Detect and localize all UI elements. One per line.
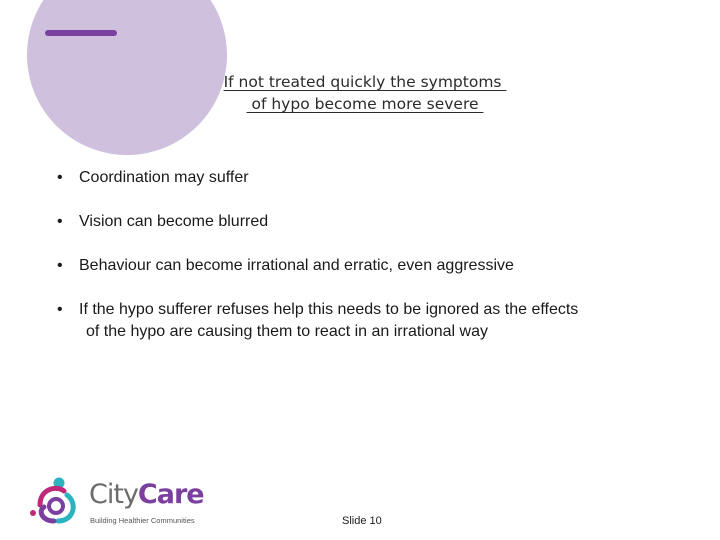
logo-tagline: Building Healthier Communities xyxy=(90,516,195,525)
bullet-item xyxy=(55,299,695,343)
bullet-item: • Behaviour can become irrational and erratic, even aggressive xyxy=(55,255,695,277)
citycare-logo-icon xyxy=(28,475,88,530)
title-line-2: of hypo become more severe xyxy=(246,95,484,113)
slide-number: Slide 10 xyxy=(342,515,382,527)
accent-bar xyxy=(45,30,117,36)
logo-name-suffix: Care xyxy=(137,479,204,510)
bullet-item: • Vision can become blurred xyxy=(55,211,695,233)
bullet-item: • Coordination may suffer xyxy=(55,167,695,189)
title-line-1: If not treated quickly the symptoms xyxy=(223,73,507,91)
bullet-list xyxy=(55,167,695,365)
bullet-item-line-2: of the hypo are causing them to react in an irrational way xyxy=(86,323,488,340)
logo-name-prefix: City xyxy=(89,479,138,510)
citycare-logo xyxy=(28,475,208,530)
bullet-item-line-1: If the hypo sufferer refuses help this needs to be ignored as the effects xyxy=(79,301,579,318)
logo-wordmark xyxy=(89,479,204,510)
slide-title xyxy=(185,71,545,115)
